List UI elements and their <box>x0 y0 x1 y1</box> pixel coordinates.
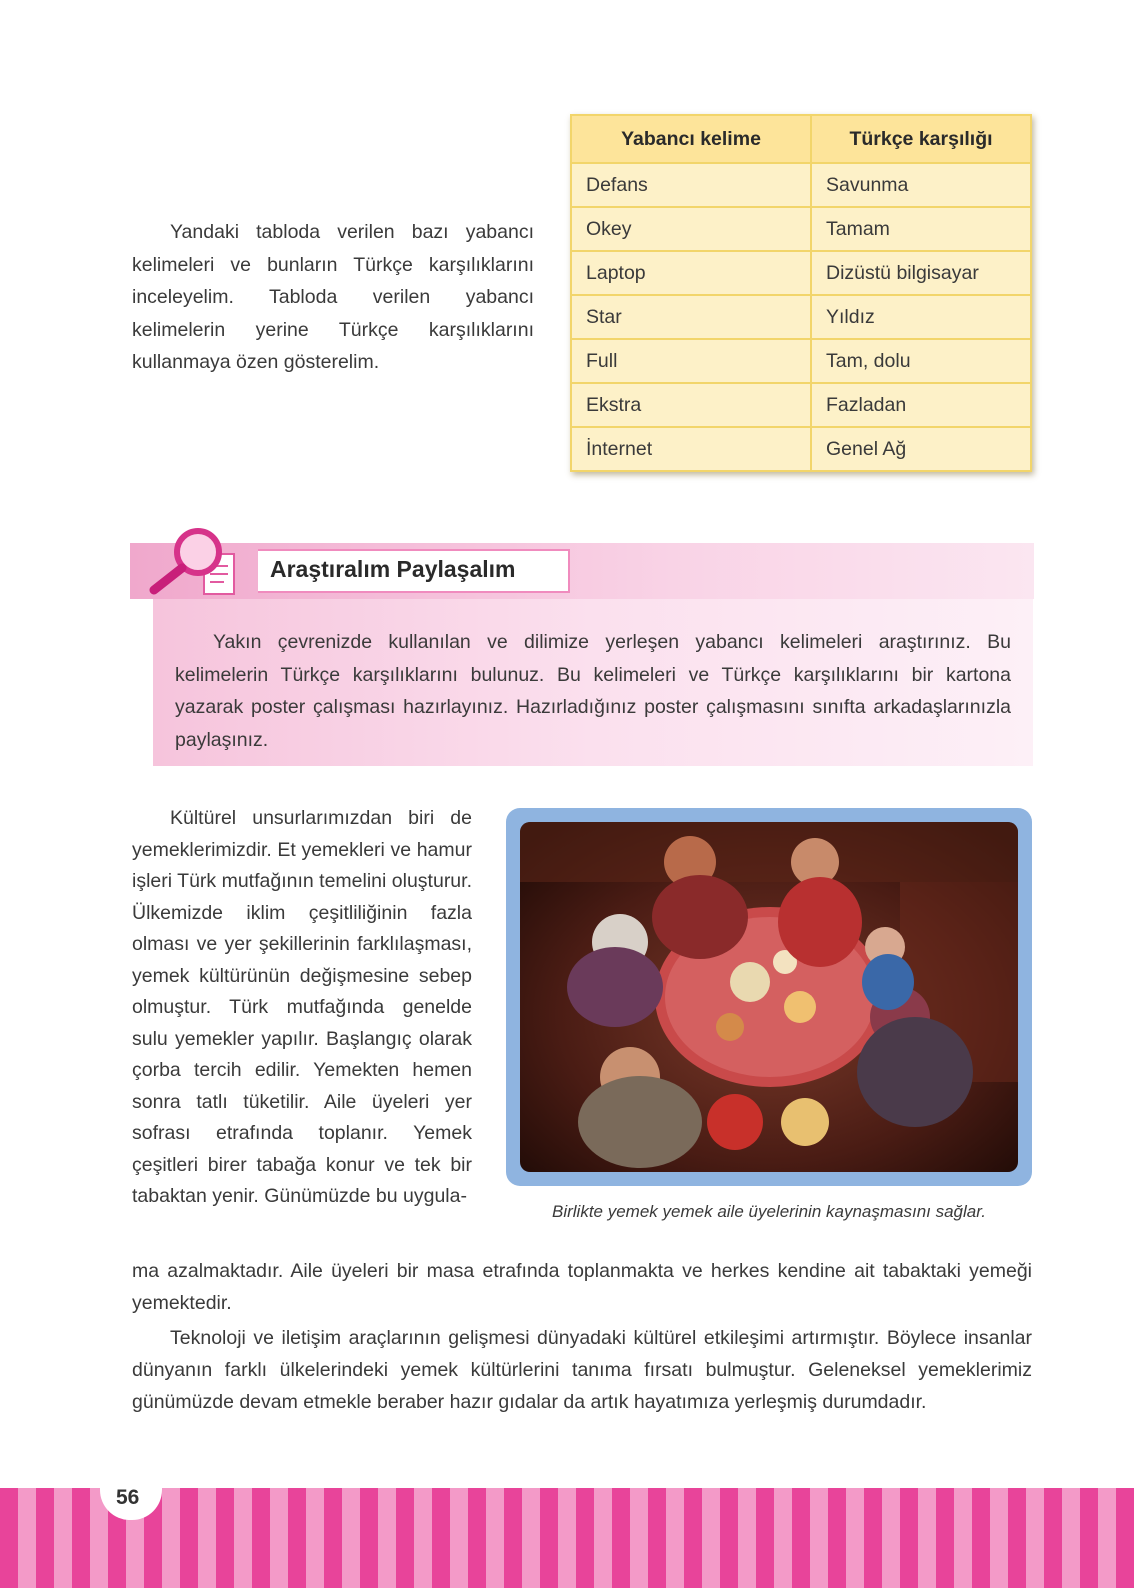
family-meal-photo <box>520 822 1018 1172</box>
table-row <box>571 163 1031 207</box>
table-row <box>571 295 1031 339</box>
column-header-turkish-equivalent: Türkçe karşılığı <box>811 115 1031 163</box>
foreign-word-cell: Star <box>571 295 811 339</box>
research-title: Araştıralım Paylaşalım <box>270 556 516 582</box>
table-row <box>571 339 1031 383</box>
family-meal-illustration <box>520 822 1018 1172</box>
foreign-word-cell: Okey <box>571 207 811 251</box>
foreign-word-cell: Ekstra <box>571 383 811 427</box>
food-text-part2: ma azalmaktadır. Aile üyeleri bir masa etrafında toplanmakta ve herkes kendine ait tabaktaki yemeği yemektedir. <box>132 1260 1032 1314</box>
intro-paragraph <box>132 216 534 379</box>
footer-stripes <box>0 1488 1134 1588</box>
turkish-word-cell: Yıldız <box>811 295 1031 339</box>
technology-text: Teknoloji ve iletişim araçlarının gelişmesi dünyadaki kültürel etkileşimi artırmıştır. Böylece insanlar dünyanın farklı ülkelerindeki yemek kültürlerini tanıma fırsatı bulmuştur. Geleneksel yemeklerimiz günümüzde devam etmekle beraber hazır gıdalar da artık hayatımıza yerleşmiş durumdadır. <box>132 1327 1032 1413</box>
research-paragraph <box>175 626 1011 756</box>
column-header-foreign-word: Yabancı kelime <box>571 115 811 163</box>
food-paragraph <box>132 803 472 1213</box>
turkish-word-cell: Tam, dolu <box>811 339 1031 383</box>
turkish-word-cell: Dizüstü bilgisayar <box>811 251 1031 295</box>
table-row <box>571 383 1031 427</box>
turkish-word-cell: Fazladan <box>811 383 1031 427</box>
turkish-word-cell: Tamam <box>811 207 1031 251</box>
magnifier-icon <box>148 520 258 610</box>
table-header-row <box>571 115 1031 163</box>
intro-text: Yandaki tabloda verilen bazı yabancı kelimeleri ve bunların Türkçe karşılıklarını inceleyelim. Tabloda verilen yabancı kelimelerin yerine Türkçe karşılıklarını kullanmaya özen gösterelim. <box>132 221 534 373</box>
continued-paragraphs <box>132 1255 1032 1418</box>
foreign-word-cell: İnternet <box>571 427 811 471</box>
foreign-word-cell: Full <box>571 339 811 383</box>
research-text: Yakın çevrenizde kullanılan ve dilimize yerleşen yabancı kelimeleri araştırınız. Bu kelimelerin Türkçe karşılıklarını bulunuz. Bu kelimeleri ve Türkçe karşılıklarını bir kartona yazarak poster çalışması hazırlayınız. Hazırladığınız poster çalışmasını sınıfta arkadaşlarınızla paylaşınız. <box>175 631 1011 751</box>
page-number: 56 <box>116 1486 140 1509</box>
turkish-word-cell: Savunma <box>811 163 1031 207</box>
table-row <box>571 207 1031 251</box>
foreign-word-cell: Defans <box>571 163 811 207</box>
table-row <box>571 427 1031 471</box>
turkish-word-cell: Genel Ağ <box>811 427 1031 471</box>
vocabulary-table <box>570 114 1032 472</box>
food-text-part1: Kültürel unsurlarımızdan biri de yemeklerimizdir. Et yemekleri ve hamur işleri Türk mutfağının temelini oluşturur. Ülkemizde iklim çeşitliliğinin fazla olması ve yer şekillerinin farklılaşması, yemek kültürünün değişmesine sebep olmuştur. Türk mutfağında genelde sulu yemekler yapılır. Başlangıç olarak çorba tercih edilir. Yemekten hemen sonra tatlı tüketilir. Aile üyeleri yer sofrası etrafında toplanır. Yemek çeşitleri birer tabağa konur ve tek bir tabaktan yenir. Günümüzde bu uygula- <box>132 807 472 1207</box>
foreign-word-cell: Laptop <box>571 251 811 295</box>
photo-caption: Birlikte yemek yemek aile üyelerinin kaynaşmasını sağlar. <box>552 1202 986 1221</box>
table-row <box>571 251 1031 295</box>
